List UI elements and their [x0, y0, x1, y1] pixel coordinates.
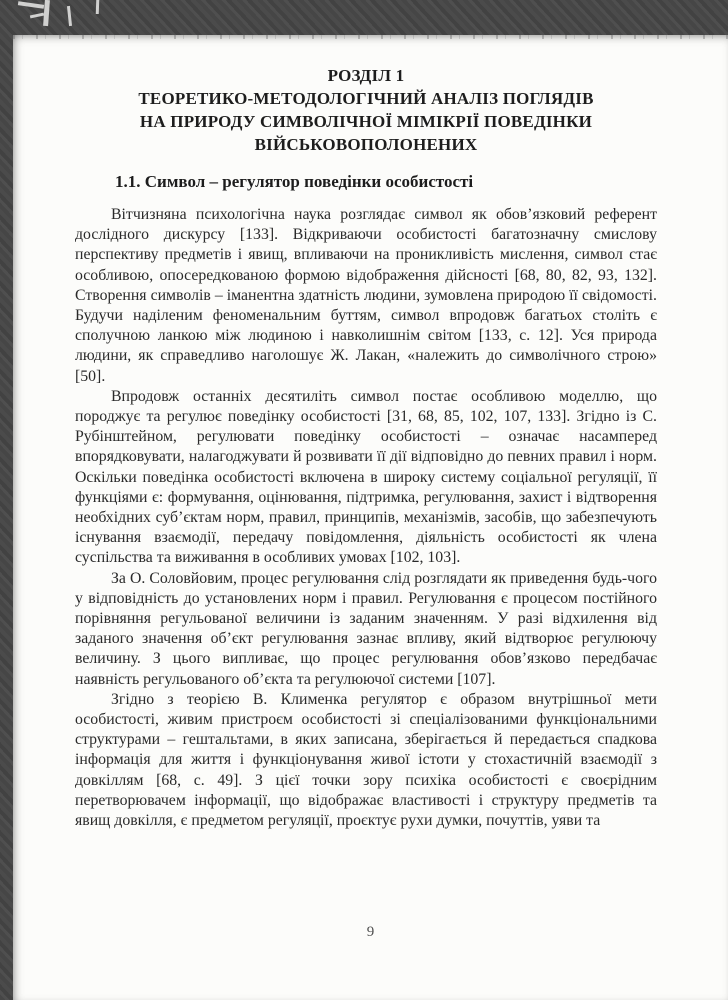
paragraph: Впродовж останніх десятиліть символ постає особливою моделлю, що породжує та регулює поведінку особистості [31, 68, 85, 102, 107, 133]. Згідно із С. Рубінштейном, регулювати поведінку особистості – означає насамперед впорядковувати, налагоджувати й розвивати її дії відповідно до певних правил і норм. Оскільки поведінка особистості включена в широку систему соціальної регуляції, її функціями є: формування, оцінювання, підтримка, регулювання, захист і відтворення необхідних суб’єктам норм, правил, принципів, механізмів, засобів, що забезпечують існування взаємодії, передачу повідомлення, діяльність особистості як члена суспільства та виживання в особливих умовах [102, 103].	[75, 387, 657, 567]
chapter-title	[75, 64, 657, 156]
document-page	[13, 35, 728, 1000]
scan-noise	[67, 6, 72, 26]
chapter-title-line: РОЗДІЛ 1	[327, 66, 405, 85]
page-number: 9	[366, 924, 375, 940]
scan-noise	[30, 13, 44, 19]
section-heading: 1.1. Символ – регулятор поведінки особистості	[115, 172, 474, 191]
paragraph: Вітчизняна психологічна наука розглядає символ як обов’язковий референт дослідного дискурсу [133]. Відкриваючи особистості багатозначну смислову перспективу предметів і явищ, впливаючи на проникливість мислення, символ стає особливою, опосередкованою формою відображення дійсності [68, 80, 82, 93, 132]. Створення символів – іманентна здатність людини, зумовлена природою її свідомості. Будучи наділеним феноменальним буттям, символ впродовж багатьох століть є сполучною ланкою між людиною і навколишнім світом [133, с. 12]. Уся природа людини, як справедливо наголошує Ж. Лакан, «належить до символічного строю» [50].	[75, 206, 657, 385]
page-content	[75, 35, 657, 831]
paragraph: За О. Соловйовим, процес регулювання слід розглядати як приведення будь-чого у відповідність до установлених норм і правил. Регулювання є процесом постійного порівняння регульованої величини із заданим значенням. У разі відхилення від заданого значення об’єкт регулювання зазнає впливу, який відтворює регулюючу величину. З цього випливає, що процес регулювання обов’язково передбачає наявність регульованого об’єкта та регулюючої системи [107].	[75, 569, 657, 688]
scan-noise	[96, 0, 99, 14]
chapter-title-line: НА ПРИРОДУ СИМВОЛІЧНОЇ МІМІКРІЇ ПОВЕДІНКИ	[139, 112, 593, 131]
scan-noise	[18, 1, 44, 9]
body-text	[75, 205, 657, 831]
chapter-title-line: ТЕОРЕТИКО-МЕТОДОЛОГІЧНИЙ АНАЛІЗ ПОГЛЯДІВ	[138, 89, 594, 108]
chapter-title-line: ВІЙСЬКОВОПОЛОНЕНИХ	[254, 135, 478, 154]
paragraph: Згідно з теорією В. Клименка регулятор є образом внутрішньої мети особистості, живим пристроєм особистості зі спеціалізованими функціональними структурами – гештальтами, в яких записана, зберігається й передається спадкова інформація для життя і функціонування живої істоти у стохастичній взаємодії з довкіллям [68, с. 49]. З цієї точки зору психіка особистості є своєрідним перетворювачем інформації, що відображає властивості і структуру предметів та явищ довкілля, є предметом регуляції, проєктує рухи думки, почуттів, уяви та	[75, 690, 657, 830]
